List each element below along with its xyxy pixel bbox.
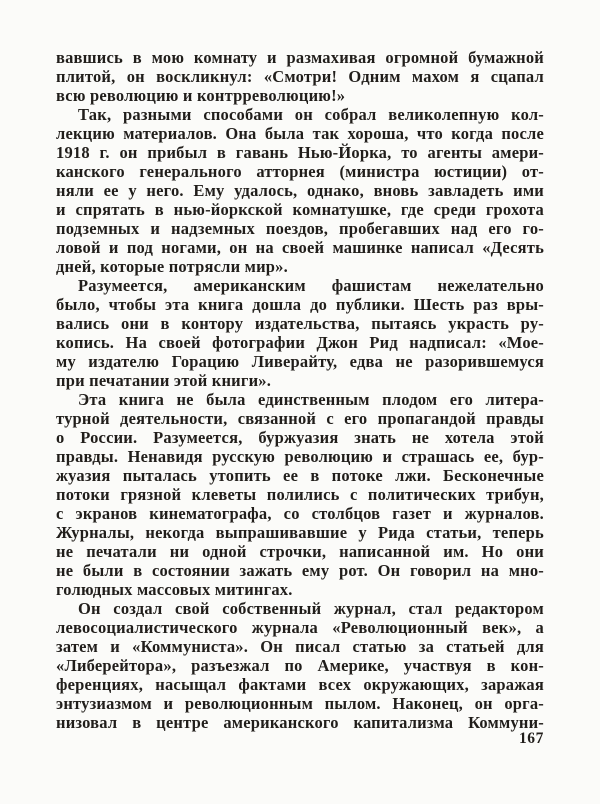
text-line: копись. На своей фотографии Джон Рид надписал: «Мое- <box>56 333 544 352</box>
text-line: низовал в центре американского капитализма Коммуни- <box>56 713 544 732</box>
text-line: Он создал свой собственный журнал, стал редактором <box>78 599 544 618</box>
paragraph <box>56 276 544 390</box>
paragraph <box>56 599 544 732</box>
text-line: плитой, он воскликнул: «Смотри! Одним махом я сцапал <box>56 67 544 86</box>
text-line: было, чтобы эта книга дошла до публики. Шесть раз вры- <box>56 295 544 314</box>
text-line: энтузиазмом и революционным пылом. Наконец, он орга- <box>56 694 544 713</box>
text-line: правды. Ненавидя русскую революцию и страшась ее, бур- <box>56 447 544 466</box>
body-text <box>56 48 544 732</box>
text-line: Так, разными способами он собрал великолепную кол- <box>78 105 544 124</box>
text-line: с экранов кинематографа, со столбцов газет и журналов. <box>56 504 544 523</box>
text-line: о России. Разумеется, буржуазия знать не хотела этой <box>56 428 544 447</box>
text-line: и спрятать в нью-йоркской комнатушке, где среди грохота <box>56 200 544 219</box>
text-line: затем и «Коммуниста». Он писал статью за статьей для <box>56 637 544 656</box>
text-line: не печатали ни одной строчки, написанной им. Но они <box>56 542 544 561</box>
text-line: вались они в контору издательства, пытаясь украсть ру- <box>56 314 544 333</box>
text-line: Эта книга не была единственным плодом его литера- <box>78 390 544 409</box>
text-line: подземных и надземных поездов, пробегавших над его го- <box>56 219 544 238</box>
text-line: вавшись в мою комнату и размахивая огромной бумажной <box>56 48 544 67</box>
text-line: му издателю Горацию Ливерайту, едва не разорившемуся <box>56 352 544 371</box>
paragraph <box>56 105 544 276</box>
text-line: жуазия пыталась утопить ее в потоке лжи. Бесконечные <box>56 466 544 485</box>
text-line: при печатании этой книги». <box>56 371 272 390</box>
text-line: турной деятельности, связанной с его пропагандой правды <box>56 409 544 428</box>
text-line: ференциях, насыщал фактами всех окружающих, заражая <box>56 675 544 694</box>
text-line: дней, которые потрясли мир». <box>56 257 288 276</box>
text-line: няли ее у него. Ему удалось, однако, вновь завладеть ими <box>56 181 544 200</box>
page-number: 167 <box>518 730 544 747</box>
paragraph <box>56 390 544 599</box>
text-line: «Либерейтора», разъезжал по Америке, участвуя в кон- <box>56 656 544 675</box>
text-line: лекцию материалов. Она была так хороша, что когда после <box>56 124 544 143</box>
text-line: 1918 г. он прибыл в гавань Нью-Йорка, то агенты амери- <box>56 143 544 162</box>
text-line: не были в состоянии зажать ему рот. Он говорил на мно- <box>56 561 544 580</box>
text-line: Журналы, некогда выпрашивавшие у Рида статьи, теперь <box>56 523 544 542</box>
text-line: левосоциалистического журнала «Революционный век», а <box>56 618 544 637</box>
text-line: всю революцию и контрреволюцию!» <box>56 86 346 105</box>
text-line: голюдных массовых митингах. <box>56 580 293 599</box>
text-line: потоки грязной клеветы полились с политических трибун, <box>56 485 544 504</box>
paragraph <box>56 48 544 105</box>
text-line: Разумеется, американским фашистам нежелательно <box>78 276 544 295</box>
text-line: канского генерального атторнея (министра юстиции) от- <box>56 162 544 181</box>
text-line: ловой и под ногами, он на своей машинке написал «Десять <box>56 238 544 257</box>
